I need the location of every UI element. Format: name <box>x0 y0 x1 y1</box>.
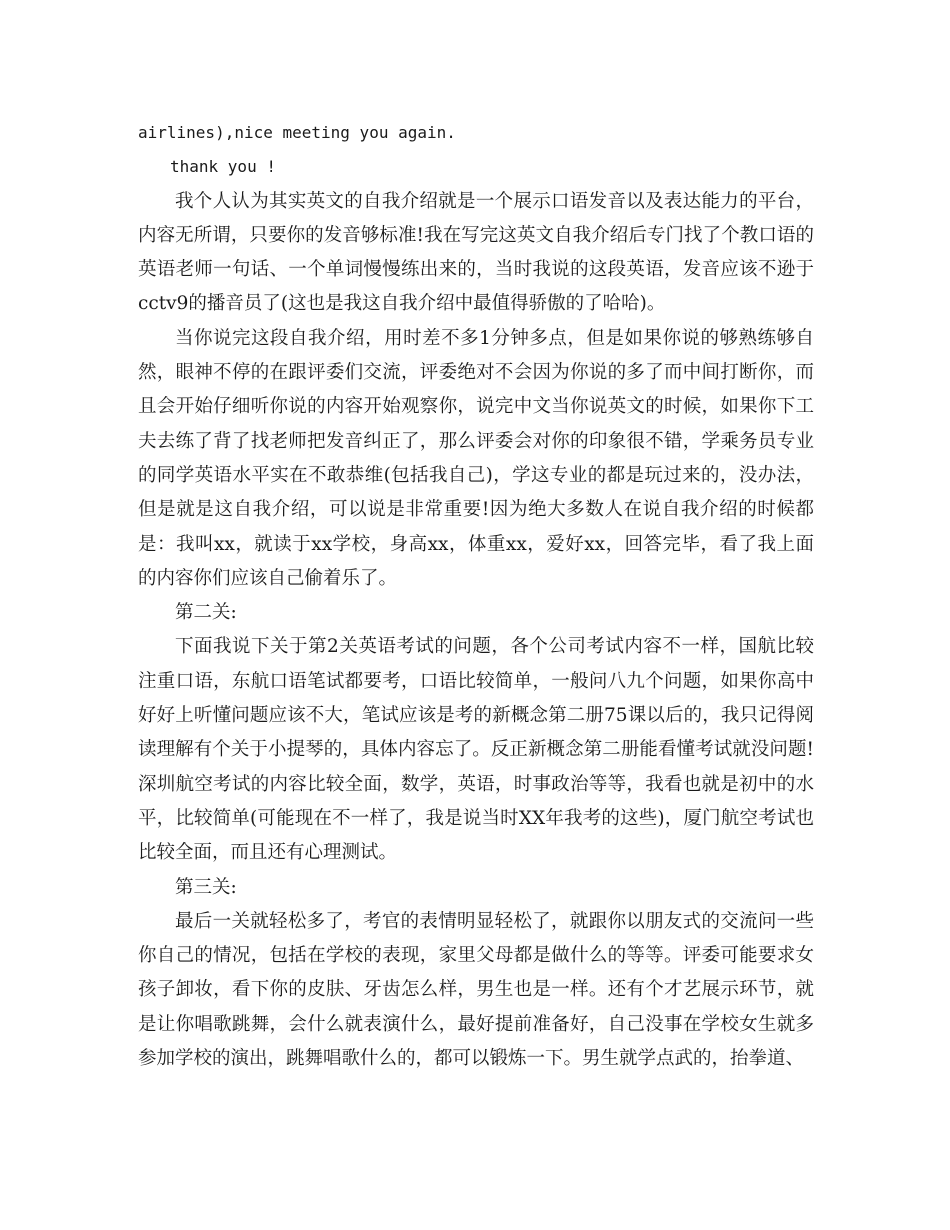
section-heading-round-three: 第三关: <box>175 876 237 898</box>
section-heading-round-two: 第二关: <box>175 602 237 624</box>
paragraph-english-closing: airlines),nice meeting you again. <box>138 123 456 142</box>
paragraph-self-intro-opinion: 我个人认为其实英文的自我介绍就是一个展示口语发音以及表达能力的平台，内容无所谓，只要你的发音够标准!我在写完这英文自我介绍后专门找了个教口语的英语老师一句话、一个单词慢慢练出来的，当时我说的这段英语，发音应该不逊于cctv9的播音员了(这也是我这自我介绍中最值得骄傲的了哈哈)。 <box>138 190 814 315</box>
paragraph-thank-you: thank you ! <box>170 157 276 177</box>
paragraph-round-two: 下面我说下关于第2关英语考试的问题，各个公司考试内容不一样，国航比较注重口语，东航口语笔试都要考，口语比较简单，一般问八九个问题，如果你高中好好上听懂问题应该不大，笔试应该是考的新概念第二册75课以后的，我只记得阅读理解有个关于小提琴的，具体内容忘了。反正新概念第二册能看懂考试就没问题!深圳航空考试的内容比较全面，数学，英语，时事政治等等，我看也就是初中的水平，比较简单(可能现在不一样了，我是说当时XX年我考的这些)，厦门航空考试也比较全面，而且还有心理测试。 <box>138 636 814 864</box>
paragraph-round-three: 最后一关就轻松多了，考官的表情明显轻松了，就跟你以朋友式的交流问一些你自己的情况，包括在学校的表现，家里父母都是做什么的等等。评委可能要求女孩子卸妆，看下你的皮肤、牙齿怎么样，男生也是一样。还有个才艺展示环节，就是让你唱歌跳舞，会什么就表演什么，最好提前准备好，自己没事在学校女生就多参加学校的演出，跳舞唱歌什么的，都可以锻炼一下。男生就学点武的，抬拳道、 <box>138 910 814 1070</box>
body-text <box>138 116 814 1076</box>
paragraph-self-intro-effect: 当你说完这段自我介绍，用时差不多1分钟多点，但是如果你说的够熟练够自然，眼神不停的在跟评委们交流，评委绝对不会因为你说的多了而中间打断你，而且会开始仔细听你说的内容开始观察你，说完中文当你说英文的时候，如果你下工夫去练了背了找老师把发音纠正了，那么评委会对你的印象很不错，学乘务员专业的同学英语水平实在不敢恭维(包括我自己)，学这专业的都是玩过来的，没办法，但是就是这自我介绍，可以说是非常重要!因为绝大多数人在说自我介绍的时候都是：我叫xx，就读于xx学校，身高xx，体重xx，爱好xx，回答完毕，看了我上面的内容你们应该自己偷着乐了。 <box>138 327 814 589</box>
